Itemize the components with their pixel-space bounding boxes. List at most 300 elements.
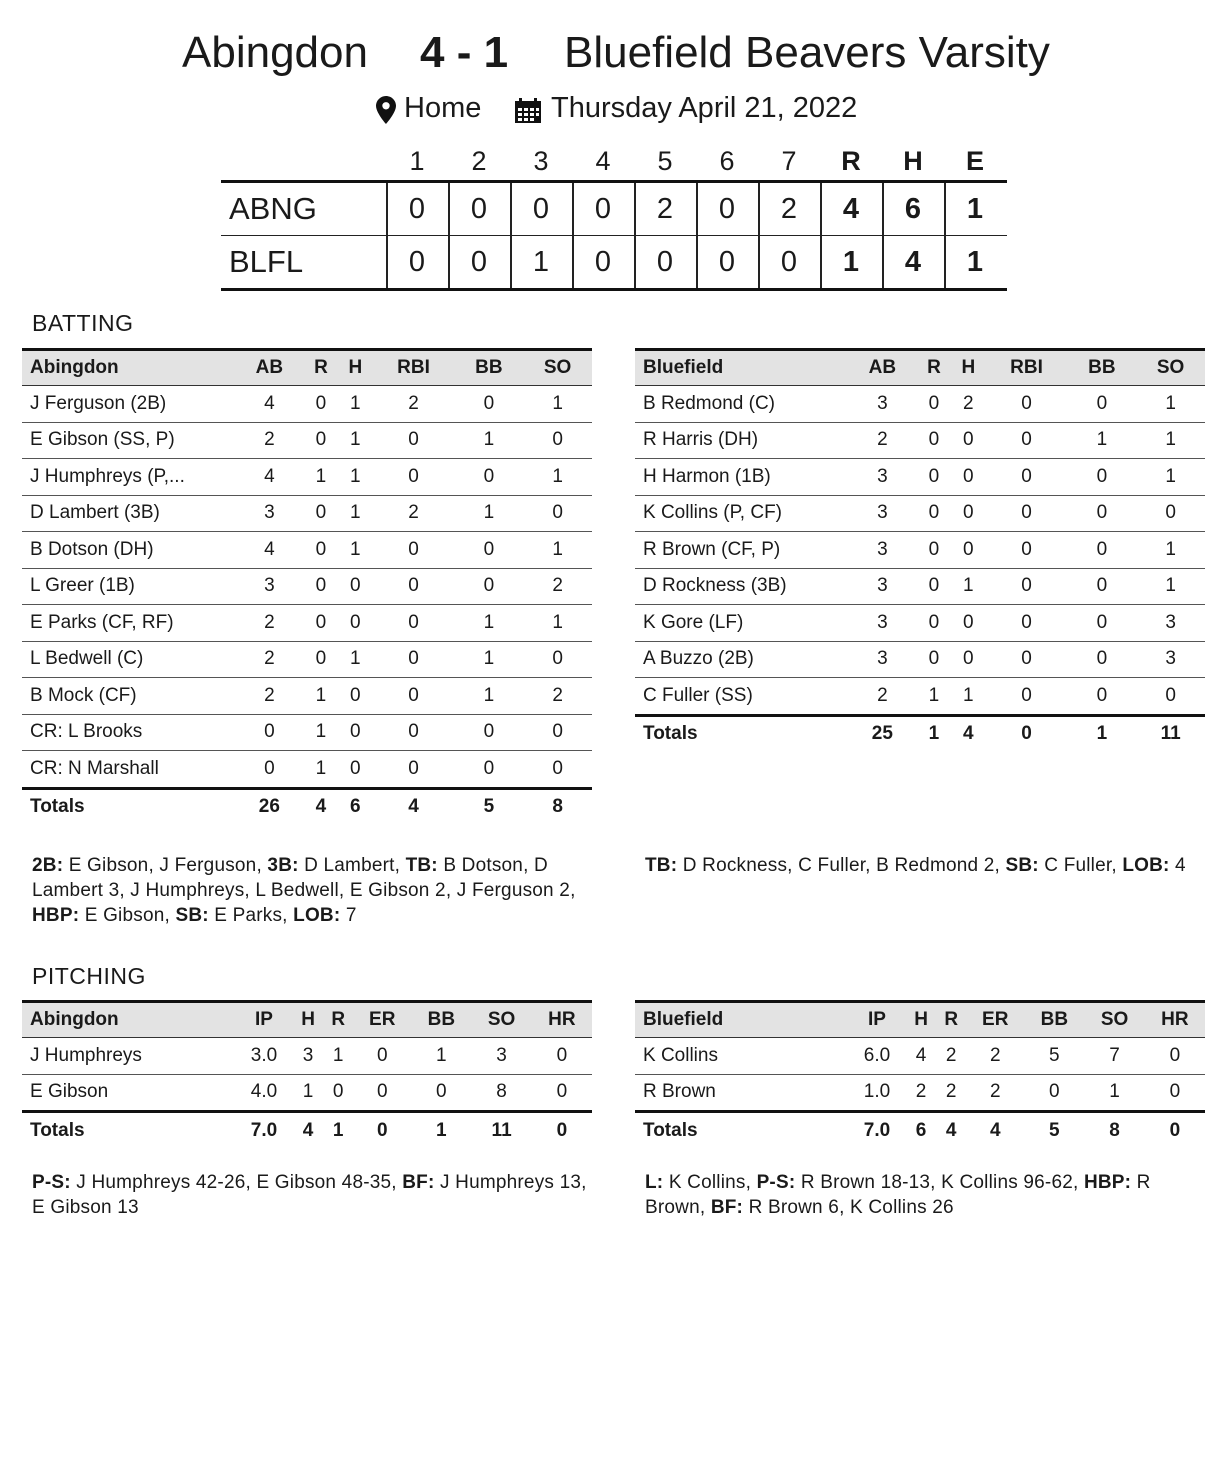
stat-value: 3 xyxy=(471,1038,531,1075)
stat-value: 0 xyxy=(1145,1074,1205,1112)
stat-column-header: HR xyxy=(532,1002,592,1038)
note-text: D Lambert, xyxy=(298,855,406,876)
player-row xyxy=(635,605,1205,642)
stat-value: 0 xyxy=(523,641,592,678)
stat-value: 2 xyxy=(523,568,592,605)
stat-value: 2 xyxy=(373,386,455,423)
team-abbr: BLFL xyxy=(229,244,304,279)
player-row xyxy=(22,568,592,605)
stat-value: 2 xyxy=(523,678,592,715)
note-label: TB: xyxy=(405,855,438,876)
total-hits: 6 xyxy=(904,193,922,225)
note-label: LOB: xyxy=(293,905,341,926)
stat-value: 0 xyxy=(523,714,592,751)
stat-value: 0 xyxy=(951,605,985,642)
player-name: E Parks (CF, RF) xyxy=(22,605,235,642)
game-title xyxy=(0,28,1230,88)
note-label: TB: xyxy=(645,855,678,876)
note-label: HBP: xyxy=(1083,1172,1132,1193)
total-hits: 4 xyxy=(904,246,922,278)
stat-value: 4 xyxy=(235,459,304,496)
inning-header: 1 xyxy=(409,146,425,176)
stat-value: 0 xyxy=(951,422,985,459)
stat-value: 0 xyxy=(235,751,304,789)
stat-value: 2 xyxy=(966,1074,1024,1112)
inning-score: 0 xyxy=(594,246,612,278)
totals-row xyxy=(635,1112,1205,1149)
note-label: P-S: xyxy=(32,1172,71,1193)
player-name: R Harris (DH) xyxy=(635,422,848,459)
stat-value: 0 xyxy=(454,568,523,605)
note-text: R Brown 6, K Collins 26 xyxy=(743,1197,954,1218)
stat-value: 0 xyxy=(411,1074,471,1112)
stat-value: 3 xyxy=(848,605,917,642)
player-name: R Brown (CF, P) xyxy=(635,532,848,569)
stat-value: 0 xyxy=(986,678,1068,716)
stat-value: 1 xyxy=(293,1074,323,1112)
stat-value: 1 xyxy=(436,1119,447,1141)
stat-value: 11 xyxy=(1160,723,1181,745)
stat-value: 0 xyxy=(454,751,523,789)
stat-value: 1 xyxy=(454,605,523,642)
location-label: Home xyxy=(404,92,482,124)
away-batting-table xyxy=(635,348,1205,752)
player-row xyxy=(635,641,1205,678)
inning-score: 0 xyxy=(780,246,798,278)
player-row xyxy=(635,422,1205,459)
stat-value: 11 xyxy=(491,1119,512,1141)
stat-value: 4 xyxy=(945,1119,957,1141)
player-name: B Redmond (C) xyxy=(635,386,848,423)
stat-column-header: IP xyxy=(235,1002,293,1038)
stat-value: 4 xyxy=(906,1038,936,1075)
player-name: K Collins (P, CF) xyxy=(635,495,848,532)
calendar-icon xyxy=(514,98,542,132)
stat-value: 4.0 xyxy=(235,1074,293,1112)
stat-value: 4 xyxy=(989,1119,1001,1141)
stat-value: 0 xyxy=(917,459,951,496)
player-name: E Gibson (SS, P) xyxy=(22,422,235,459)
stat-column-header: ER xyxy=(353,1002,411,1038)
stat-value: 0 xyxy=(951,459,985,496)
stat-value: 1 xyxy=(1136,422,1205,459)
total-errors: 1 xyxy=(966,193,984,225)
inning-score: 0 xyxy=(470,246,488,278)
line-score-row-home xyxy=(221,183,1007,235)
player-row xyxy=(22,1074,592,1112)
stat-value: 3 xyxy=(848,641,917,678)
stat-value: 1 xyxy=(951,678,985,716)
home-batting-table xyxy=(22,348,592,825)
away-pitching-notes xyxy=(645,1170,1210,1220)
stat-value: 0 xyxy=(986,532,1068,569)
stat-column-header: RBI xyxy=(373,350,455,386)
note-text: K Collins, xyxy=(663,1172,757,1193)
stat-column-header: BB xyxy=(1024,1002,1084,1038)
team-abbr: ABNG xyxy=(229,191,317,226)
total-errors: 1 xyxy=(966,246,984,278)
stat-value: 1 xyxy=(332,1119,344,1141)
player-name: C Fuller (SS) xyxy=(635,678,848,716)
stat-value: 0 xyxy=(304,568,338,605)
game-date: Thursday April 21, 2022 xyxy=(551,92,858,124)
stat-value: 0 xyxy=(917,641,951,678)
stat-value: 3 xyxy=(848,568,917,605)
table-header-row xyxy=(635,1002,1205,1038)
stat-value: 0 xyxy=(373,714,455,751)
stat-value: 1 xyxy=(338,495,372,532)
player-row xyxy=(22,751,592,789)
stat-value: 0 xyxy=(338,714,372,751)
stat-value: 1 xyxy=(304,751,338,789)
stat-value: 0 xyxy=(353,1074,411,1112)
line-score-header xyxy=(221,144,1007,180)
note-text: J Humphreys 13, E Gibson 13 xyxy=(32,1172,587,1218)
note-text: C Fuller, xyxy=(1038,855,1123,876)
stat-value: 0 xyxy=(556,1119,568,1141)
stat-value: 0 xyxy=(304,386,338,423)
note-label: 3B: xyxy=(267,855,299,876)
stat-value: 1 xyxy=(454,641,523,678)
stat-value: 25 xyxy=(871,723,893,745)
stat-column-header: R xyxy=(936,1002,966,1038)
note-text: 7 xyxy=(340,905,357,926)
note-label: BF: xyxy=(710,1197,744,1218)
runs-header: R xyxy=(841,146,861,176)
player-row xyxy=(635,678,1205,716)
stat-column-header: SO xyxy=(471,1002,531,1038)
stat-value: 3 xyxy=(848,532,917,569)
stat-value: 1 xyxy=(338,459,372,496)
stat-value: 0 xyxy=(373,568,455,605)
stat-column-header: BB xyxy=(1067,350,1136,386)
team-column-header: Abingdon xyxy=(22,350,235,386)
stat-value: 0 xyxy=(917,495,951,532)
stat-value: 3 xyxy=(235,495,304,532)
line-score-body xyxy=(221,180,1007,291)
note-label: P-S: xyxy=(756,1172,796,1193)
player-row xyxy=(635,386,1205,423)
inning-header: 2 xyxy=(471,146,487,176)
stat-value: 0 xyxy=(951,495,985,532)
inning-header: 5 xyxy=(657,146,673,176)
note-text: E Parks, xyxy=(208,905,294,926)
stat-value: 0 xyxy=(304,422,338,459)
player-name: L Greer (1B) xyxy=(22,568,235,605)
stat-value: 1 xyxy=(304,678,338,715)
player-name: J Humphreys xyxy=(22,1038,235,1075)
stat-value: 0 xyxy=(917,386,951,423)
team-column-header: Bluefield xyxy=(635,1002,848,1038)
inning-header: 7 xyxy=(781,146,797,176)
totals-row xyxy=(22,788,592,825)
stat-value: 1 xyxy=(323,1038,353,1075)
stat-value: 1.0 xyxy=(848,1074,906,1112)
inning-score: 0 xyxy=(470,193,488,225)
player-name: Totals xyxy=(30,1119,85,1141)
note-text: E Gibson, xyxy=(79,905,176,926)
player-name: L Bedwell (C) xyxy=(22,641,235,678)
stat-value: 3 xyxy=(848,386,917,423)
stat-value: 0 xyxy=(1145,1038,1205,1075)
stat-value: 0 xyxy=(523,422,592,459)
player-name: A Buzzo (2B) xyxy=(635,641,848,678)
player-row xyxy=(635,568,1205,605)
stat-value: 6 xyxy=(350,796,361,818)
stat-value: 1 xyxy=(951,568,985,605)
note-label: SB: xyxy=(175,905,209,926)
stat-value: 0 xyxy=(532,1038,592,1075)
stat-value: 1 xyxy=(523,605,592,642)
stat-value: 0 xyxy=(986,568,1068,605)
stat-value: 1 xyxy=(454,422,523,459)
stat-value: 2 xyxy=(906,1074,936,1112)
inning-header: 3 xyxy=(533,146,549,176)
stat-value: 3 xyxy=(235,568,304,605)
stat-value: 1 xyxy=(928,723,940,745)
stat-value: 0 xyxy=(986,386,1068,423)
stat-value: 2 xyxy=(848,678,917,716)
stat-value: 3.0 xyxy=(235,1038,293,1075)
note-label: LOB: xyxy=(1122,855,1170,876)
away-batting-notes xyxy=(645,853,1210,878)
player-name: H Harmon (1B) xyxy=(635,459,848,496)
stat-column-header: H xyxy=(338,350,372,386)
totals-row xyxy=(22,1112,592,1149)
stat-value: 2 xyxy=(936,1074,966,1112)
stat-value: 5 xyxy=(1049,1119,1060,1141)
table-header-row xyxy=(22,350,592,386)
stat-value: 5 xyxy=(483,796,495,818)
stat-value: 0 xyxy=(373,751,455,789)
player-name: Totals xyxy=(30,796,85,818)
player-row xyxy=(22,386,592,423)
stat-column-header: BB xyxy=(411,1002,471,1038)
stat-value: 1 xyxy=(454,495,523,532)
stat-value: 7.0 xyxy=(863,1119,891,1141)
player-row xyxy=(635,459,1205,496)
stat-value: 5 xyxy=(1024,1038,1084,1075)
player-name: K Collins xyxy=(635,1038,848,1075)
stat-value: 0 xyxy=(353,1038,411,1075)
stat-value: 0 xyxy=(986,459,1068,496)
player-name: E Gibson xyxy=(22,1074,235,1112)
line-score-row-away xyxy=(221,235,1007,288)
map-pin-icon xyxy=(376,96,396,132)
stat-value: 2 xyxy=(235,605,304,642)
player-name: Totals xyxy=(643,723,698,745)
stat-column-header: ER xyxy=(966,1002,1024,1038)
inning-score: 0 xyxy=(718,246,736,278)
stat-value: 1 xyxy=(411,1038,471,1075)
note-text: 4 xyxy=(1169,855,1186,876)
stat-column-header: SO xyxy=(523,350,592,386)
stat-value: 3 xyxy=(1136,641,1205,678)
player-row xyxy=(22,1038,592,1075)
stat-value: 0 xyxy=(1024,1074,1084,1112)
stat-value: 0 xyxy=(532,1074,592,1112)
stat-value: 3 xyxy=(293,1038,323,1075)
stat-value: 0 xyxy=(304,605,338,642)
player-row xyxy=(635,1038,1205,1075)
player-row xyxy=(635,495,1205,532)
stat-column-header: IP xyxy=(848,1002,906,1038)
game-info xyxy=(0,92,1230,132)
player-row xyxy=(635,532,1205,569)
player-name: K Gore (LF) xyxy=(635,605,848,642)
stat-value: 0 xyxy=(454,386,523,423)
note-text: E Gibson, J Ferguson, xyxy=(63,855,268,876)
home-batting-notes xyxy=(32,853,597,928)
stat-value: 0 xyxy=(951,641,985,678)
stat-value: 1 xyxy=(1067,422,1136,459)
stat-value: 0 xyxy=(323,1074,353,1112)
stat-value: 26 xyxy=(258,796,280,818)
player-row xyxy=(22,605,592,642)
stat-value: 1 xyxy=(523,386,592,423)
stat-value: 0 xyxy=(373,605,455,642)
stat-value: 0 xyxy=(1067,459,1136,496)
stat-value: 1 xyxy=(338,641,372,678)
player-row xyxy=(22,459,592,496)
stat-value: 2 xyxy=(235,641,304,678)
stat-value: 4 xyxy=(235,386,304,423)
stat-value: 1 xyxy=(454,678,523,715)
stat-value: 0 xyxy=(338,568,372,605)
team-column-header: Abingdon xyxy=(22,1002,235,1038)
home-pitching-notes xyxy=(32,1170,597,1220)
stat-value: 0 xyxy=(917,605,951,642)
home-pitching-table xyxy=(22,1000,592,1149)
player-name: J Ferguson (2B) xyxy=(22,386,235,423)
stat-value: 1 xyxy=(304,459,338,496)
stat-value: 2 xyxy=(966,1038,1024,1075)
stat-value: 2 xyxy=(936,1038,966,1075)
player-name: J Humphreys (P,... xyxy=(22,459,235,496)
stat-value: 0 xyxy=(1067,678,1136,716)
stat-column-header: AB xyxy=(848,350,917,386)
stat-value: 0 xyxy=(986,605,1068,642)
table-header-row xyxy=(22,1002,592,1038)
stat-column-header: RBI xyxy=(986,350,1068,386)
player-name: B Dotson (DH) xyxy=(22,532,235,569)
stat-column-header: H xyxy=(293,1002,323,1038)
stat-value: 2 xyxy=(373,495,455,532)
player-row xyxy=(22,532,592,569)
stat-column-header: HR xyxy=(1145,1002,1205,1038)
home-team-name: Abingdon xyxy=(182,28,368,77)
player-row xyxy=(22,495,592,532)
stat-value: 1 xyxy=(338,422,372,459)
stat-column-header: AB xyxy=(235,350,304,386)
stat-value: 0 xyxy=(304,641,338,678)
stat-value: 0 xyxy=(454,532,523,569)
stat-value: 0 xyxy=(917,422,951,459)
stat-value: 2 xyxy=(848,422,917,459)
stat-value: 0 xyxy=(1067,532,1136,569)
stat-column-header: R xyxy=(304,350,338,386)
stat-value: 1 xyxy=(917,678,951,716)
inning-score: 0 xyxy=(594,193,612,225)
stat-value: 0 xyxy=(338,751,372,789)
stat-value: 0 xyxy=(986,495,1068,532)
stat-value: 0 xyxy=(376,1119,388,1141)
note-text: R Brown, xyxy=(645,1172,1151,1218)
stat-value: 1 xyxy=(1136,532,1205,569)
player-row xyxy=(635,1074,1205,1112)
inning-score: 0 xyxy=(408,193,426,225)
inning-header: 4 xyxy=(595,146,611,176)
table-header-row xyxy=(635,350,1205,386)
stat-column-header: H xyxy=(951,350,985,386)
stat-value: 7 xyxy=(1084,1038,1144,1075)
stat-value: 1 xyxy=(338,532,372,569)
stat-column-header: SO xyxy=(1136,350,1205,386)
final-score: 4 - 1 xyxy=(420,28,509,77)
total-runs: 4 xyxy=(842,193,860,225)
stat-value: 0 xyxy=(1067,641,1136,678)
stat-value: 4 xyxy=(408,796,419,818)
note-label: SB: xyxy=(1005,855,1039,876)
stat-value: 0 xyxy=(338,678,372,715)
stat-value: 0 xyxy=(1021,723,1032,745)
stat-value: 1 xyxy=(523,459,592,496)
stat-value: 7.0 xyxy=(250,1119,278,1141)
stat-value: 0 xyxy=(986,641,1068,678)
note-text: D Rockness, C Fuller, B Redmond 2, xyxy=(677,855,1006,876)
stat-value: 1 xyxy=(338,386,372,423)
stat-value: 4 xyxy=(315,796,327,818)
stat-value: 0 xyxy=(304,495,338,532)
note-label: L: xyxy=(645,1172,664,1193)
inning-score: 0 xyxy=(408,246,426,278)
stat-value: 2 xyxy=(951,386,985,423)
player-name: B Mock (CF) xyxy=(22,678,235,715)
stat-value: 0 xyxy=(523,751,592,789)
player-name: R Brown xyxy=(635,1074,848,1112)
stat-value: 0 xyxy=(986,422,1068,459)
player-name: D Lambert (3B) xyxy=(22,495,235,532)
stat-value: 4 xyxy=(235,532,304,569)
stat-value: 0 xyxy=(1067,386,1136,423)
stat-value: 0 xyxy=(304,532,338,569)
stat-value: 0 xyxy=(373,641,455,678)
inning-header: 6 xyxy=(719,146,735,176)
note-label: BF: xyxy=(402,1172,435,1193)
player-row xyxy=(22,714,592,751)
stat-value: 0 xyxy=(1169,1119,1181,1141)
stat-value: 1 xyxy=(523,532,592,569)
stat-value: 0 xyxy=(373,422,455,459)
hits-header: H xyxy=(903,146,923,176)
inning-score: 0 xyxy=(532,193,550,225)
stat-value: 8 xyxy=(471,1074,531,1112)
stat-value: 0 xyxy=(338,605,372,642)
stat-value: 1 xyxy=(1084,1074,1144,1112)
stat-value: 0 xyxy=(1136,495,1205,532)
stat-value: 0 xyxy=(454,714,523,751)
stat-value: 6.0 xyxy=(848,1038,906,1075)
stat-value: 1 xyxy=(1136,459,1205,496)
stat-value: 0 xyxy=(523,495,592,532)
stat-value: 0 xyxy=(454,459,523,496)
stat-value: 0 xyxy=(1067,495,1136,532)
player-name: CR: N Marshall xyxy=(22,751,235,789)
player-row xyxy=(22,422,592,459)
stat-value: 3 xyxy=(848,495,917,532)
away-team-name: Bluefield Beavers Varsity xyxy=(564,28,1050,77)
stat-column-header: R xyxy=(917,350,951,386)
